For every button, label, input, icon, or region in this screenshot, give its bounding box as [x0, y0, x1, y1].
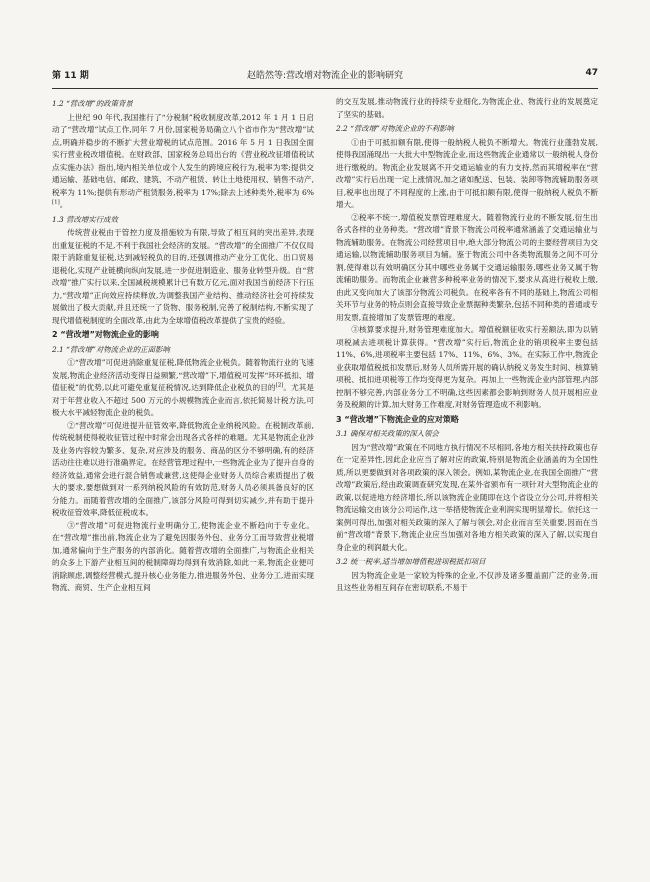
right-column	[336, 96, 598, 595]
paragraph-text: ③“营改增”可促进物流行业明确分工,使物流企业不断趋向于专业化。在“营改增”推出前,物流企业为了避免因服务外包、业务分工而导致营业税增加,通常偏向于生产服务的内部消化。随着营改增的全面推广,与物流企业相关的众多上下游产业相互间的税制障碍均得到有效消除,如此一来,物流企业便可消除顾虑,调整经营模式,提升核心业务能力,推进服务外包、业务分工,进而实现物流、商贸、生产企业相互间	[52, 520, 314, 592]
paragraph	[336, 96, 598, 121]
paragraph	[336, 137, 598, 212]
paragraph-text: ②“营改增”可促进提升征管效率,降低物流企业纳税风险。在税制改革前,传统税制使得税收征管过程中时常会出现各式各样的难题。尤其是物流企业涉及业务内容较为繁多、复杂,对应涉及的服务、商品的区分不够明确,有的经济活动往往难以进行准确界定。在经营管理过程中,一些物流企业为了提升自身的经济效益,通常会进行混合销售或兼营,这使得企业财务人员综合素质提出了极大的要求,要想做到对一系列纳税风险的有效防范,财务人员必须具备良好的区分能力。而随着营改增的全面推广,该部分风险可得到切实减少,并有助于提升税收征管效率,降低征税成本。	[52, 420, 314, 517]
paragraph	[52, 357, 314, 420]
paragraph-text: 的交互发展,推动物流行业的持续专业细化,为物流企业、物流行业的发展奠定了坚实的基础。	[336, 97, 598, 119]
paragraph-text: 3.2 统一税率,适当增加增值税进项税抵扣项目	[336, 557, 486, 566]
page-header	[52, 66, 598, 84]
paragraph-text: ①“营改增”可促进消除重复征税,降低物流企业税负。随着物流行业的飞速发展,物流企业经济活动变得日益频繁,“营改增”下,增值税可发挥“环环抵扣、增值征税”的优势,以此可避免重复征税情况,达到降低企业税负的目的	[52, 358, 314, 392]
subsection-heading	[336, 123, 598, 136]
subsection-heading	[336, 428, 598, 441]
section-heading	[336, 414, 598, 427]
paragraph-text-tail: 。尤其是对于年营业收入不超过 500 万元的小规模物流企业而言,依托简易计税方法,可极大水平减轻物流企业的税负。	[52, 383, 315, 417]
subsection-heading	[52, 214, 314, 227]
paragraph-text-tail: 。	[59, 200, 68, 209]
paragraph-text: 上世纪 90 年代,我国推行了“分税制”税收制度改革,2012 年 1 月 1 日启动了“营改增”试点工作,同年 7 月份,国家税务局确立八个省市作为“营改增”试点,明确并稳步的不断扩大营业增税的试点范围。2016 年 5 月 1 日我国全面实行营业税改增值税。在财政部、国家税务总局出台的《营业税改征增值税试点实施办法》指出,境内相关单位或个人发生的跨境应税行为,税率为零;提供交通运输、基础电信、邮政、建筑、不动产租赁、转让土地使用权、销售不动产,税率为 11%;提供有形动产租赁服务,税率为 17%;除去上述种类外,税率为 6%	[52, 112, 314, 197]
paragraph-text: 2.2 “营改增”对物流企业的不利影响	[336, 124, 454, 133]
paragraph-text: ②税率不统一,增值税发票管理难度大。随着物流行业的不断发展,衍生出各式各样的业务种类。“营改增”背景下物流公司税率通常涵盖了交通运输业与物流辅助服务。在物流公司经营项目中,绝大部分物流公司的主要经营项目为交通运输,以物流辅助服务项目为辅。鉴于物流公司中各类物流服务之间不可分割,使得难以有效明确区分其中哪些业务属于交通运输服务,哪些业务又属于物流辅助服务。而物流企业兼营多种税率业务的情况下,要求从高进行税收上缴,由此又变向加大了该部分物流公司税负。在税率各有不同的基础上,物流公司相关环节与业务的特点则会直接导致企业票据种类繁杂,包括不同种类的普通或专用发票,直接增加了发票管理的难度。	[336, 212, 598, 322]
paragraph	[52, 112, 314, 212]
issue-number: 第 11 期	[52, 71, 89, 81]
paragraph-text: 1.2 “营改增”的政策背景	[52, 99, 133, 108]
paragraph-text: ③核算要求提升,财务管理难度加大。增值税额征收实行差额法,即为以销项税减去进项税计算获得。“营改增”实行后,物流企业的销项税率主要包括 11%、6%,进项税率主要包括 17%、11%、6%、3%。在实际工作中,物流企业获取增值税抵扣发票后,财务人员所需开展的确认纳税义务发生时间、核算销项税、抵扣进项税等工作均变得更为复杂。再加上一些物流企业内部管理,内部控制不够完善,内部业务分工不明确,这些因素都会影响到财务人员开展相应业务及税额的计算,加大财务工作难度,对财务管理造成不利影响。	[336, 325, 598, 409]
subsection-heading	[52, 344, 314, 357]
paragraph	[52, 227, 314, 327]
paragraph-text: 2 “营改增”对物流企业的影响	[52, 330, 159, 339]
paragraph-text: ①由于可抵扣额有限,使得一般纳税人税负不断增大。物流行业蓬勃发展,使得我国涌现出一大批大中型物流企业,而这些物流企业通常以一般纳税人身份进行缴税的。物流企业发展离不开交通运输业的有力支持,然而其增税率在“营改增”实行后出现一定上涨情况,加之诸如配送、包装、装卸等物流辅助服务项目,税率也出现了不同程度的上涨,由于可抵扣额有限,使得一般纳税人税负不断增大。	[336, 137, 598, 209]
paragraph-text: 因为物流企业是一家较为特殊的企业,不仅涉及诸多覆盖面广泛的业务,而且这些业务相互间存在密切联系,不易于	[336, 570, 598, 592]
paragraph	[336, 212, 598, 325]
header-rule	[52, 88, 598, 89]
paragraph	[336, 442, 598, 555]
paragraph	[336, 570, 598, 595]
paragraph-text: 传统营业税由于管控力度及措施较为有限,导致了相互间的突出差异,表现出重复征税的不足,不利于我国社会经济的发展。“营改增”的全面推广不仅仅局限于消除重复征税,达到减轻税负的目的,还强调推动产业分工优化、出口贸易退税化,实现产业链横向纵向发展,进一步促进制造业、服务业转型升级。自“营改增”推广实行以来,全国减税规模累计已有数万亿元,面对我国当前经济下行压力,“营改增”正向效应持续释放,为调整我国产业结构、推动经济社会可持续发展做出了极大贡献,并且还统一了货物、服务税制,完善了税制结构,不断实现了现代增值税制度的全面改革,由此为全球增值税改革提供了宝贵的经验。	[52, 228, 314, 325]
paragraph-text: 2.1 “营改增”对物流企业的正面影响	[52, 344, 170, 354]
paragraph	[52, 520, 314, 595]
paragraph	[336, 324, 598, 412]
running-title: 赵皓然等:营改增对物流企业的影响研究	[246, 71, 404, 81]
left-column	[52, 96, 314, 595]
subsection-heading	[336, 556, 598, 569]
section-heading	[52, 329, 314, 342]
paragraph	[52, 420, 314, 520]
page-number: 47	[585, 68, 598, 78]
citation-ref[interactable]: [1]	[52, 199, 60, 206]
paragraph-text: 1.3 营改增实行成效	[52, 214, 118, 224]
subsection-heading	[52, 98, 314, 111]
paragraph-text: 3 “营改增”下物流企业的应对策略	[336, 414, 459, 424]
paragraph-text: 3.1 确保对相关政策的深入领会	[336, 429, 439, 438]
paragraph-text: 因为“营改增”政策在不同地方执行情况不尽相同,各地方相关扶持政策也存在一定差异性,因此企业应当了解对应的政策,特别是物流企业涵盖的为全国性质,所以更要做到对各项政策的深入领会。例如,某物流企业,在我国全面推广“营改增”政策后,经由政策调查研究发现,在某外省颁布有一项针对大型物流企业的政策,以促进地方经济增长,所以该物流企业随即在这个省设立分公司,并将相关物流运输交由该分公司运作,这一举措使物流企业利润实现明显增长。依托这一案例可得出,加强对相关政策的深入了解与领会,对企业而言至关重要,因而在当前“营改增”背景下,物流企业应当加强对各地方相关政策的深入了解,以实现自身企业的利润最大化。	[336, 442, 598, 552]
citation-ref[interactable]: [2]	[275, 382, 284, 389]
